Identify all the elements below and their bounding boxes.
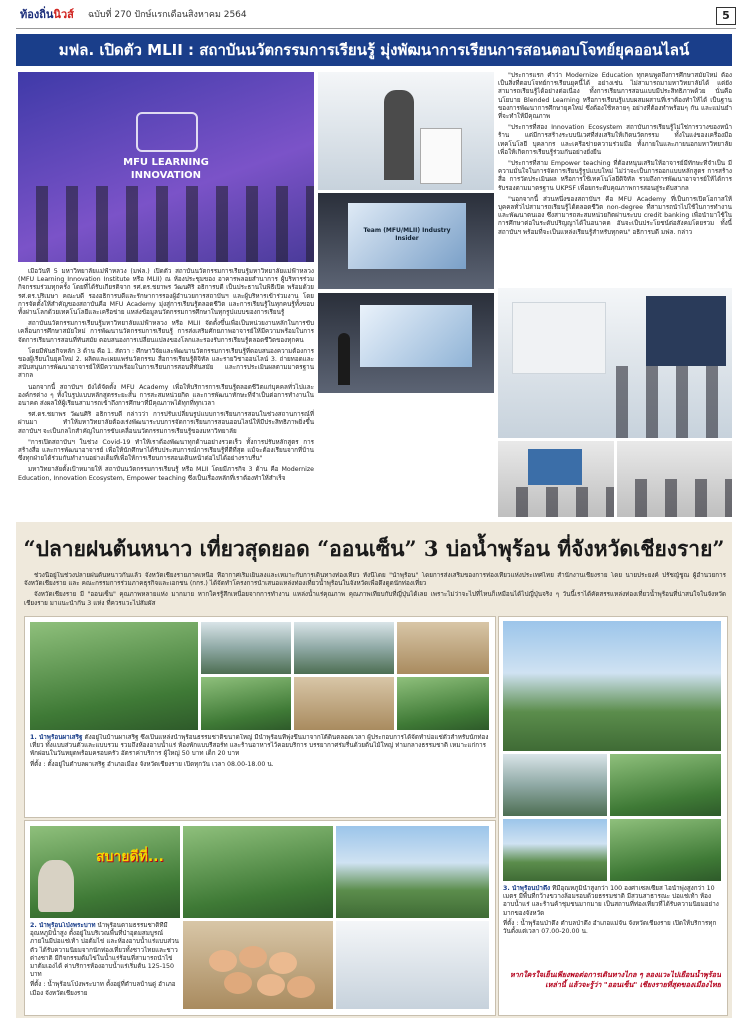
pong-phrabat-pool-photo xyxy=(183,826,333,918)
group-of-executives xyxy=(18,186,314,262)
article1-body-left xyxy=(18,268,314,518)
mlii-opening-photo xyxy=(18,72,314,262)
spot1-address: ที่ตั้ง : ตั้งอยู่ในตำบลผาเสริฐ อำเภอเมือง จังหวัดเชียงราย เปิดทุกวัน เวลา 08.00-18.00 น. xyxy=(30,760,274,768)
closing-remark: หากใครใจเย็นเพียงพอต่อการเดินทางไกล ๆ ลองแวะไปเยือนน้ำพุร้อนเหล่านี้ แล้วจะรู้ว่า "ออนเซ็น" เชียงรายที่สุดของเมืองไทย xyxy=(510,970,721,989)
innovation-lab-photo xyxy=(498,288,732,438)
pa-tueng-pond-photo xyxy=(503,754,607,816)
article2-headline: “ปลายฝนต้นหนาว เที่ยวสุดยอด “ออนเซ็น” 3 บ่อน้ำพุร้อน ที่จังหวัดเชียงราย” xyxy=(23,536,725,561)
paragraph: นอกจากนี้ สถาบันฯ ยังได้จัดตั้ง MFU Academy เพื่อให้บริการการเรียนรู้ตลอดชีวิตแก่บุคคลทั่วไปและองค์กรต่าง ๆ ทั้งในรูปแบบหลักสูตรระยะสั้น การสะสมหน่วยกิต และการพัฒนาทักษะที่จำเป็นต่อการทำงานในอนาคต ส่งผลให้ผู้เรียนสามารถเข้าถึงการศึกษาที่มีคุณภาพได้ทุกที่ทุกเวลา xyxy=(18,383,314,408)
screen-text: Team (MFU/MLII) Industry Insider xyxy=(363,227,451,242)
paragraph: รศ.ดร.ชยาพร วัฒนศิริ อธิการบดี กล่าวว่า การปรับเปลี่ยนรูปแบบการเรียนการสอนในช่วงสถานการณ์ที่ผ่านมา ทำให้มหาวิทยาลัยต้องเร่งพัฒนาระบบการจัดการเรียนการสอนออนไลน์ให้มีประสิทธิภาพยิ่งขึ้น สถาบันฯ จะเป็นกลไกสำคัญในการขับเคลื่อนนวัตกรรมการเรียนรู้ของมหาวิทยาลัย xyxy=(18,411,314,435)
pa-tueng-park-photo xyxy=(503,819,607,881)
paragraph: "ประการที่สาม Empower teaching ที่ต้องหนุนเสริมให้อาจารย์มีทักษะที่จำเป็น มีความมั่นใจในการจัดการเรียนรู้รูปแบบใหม่ ไม่ว่าจะเป็นการออกแบบหลักสูตร การสร้างสื่อ การวัดประเมินผล หรือการใช้เทคโนโลยีดิจิทัล รวมถึงการพัฒนาอาจารย์ให้ได้การรับรองตามมาตรฐาน UKPSF เพื่อยกระดับคุณภาพการสอนสู่ระดับสากล xyxy=(498,160,732,192)
paragraph: จังหวัดเชียงราย มี "ออนเซ็น" คุณภาพหลายแห่ง มากมาย หากใครรู้สึกเหนื่อยจากการทำงาน แหล่งน้ำแร่คุณภาพ คุณภาพเทียบกับที่ญี่ปุ่นได้เลย เพราะไม่ว่าจะไปที่ไหนก็เหมือนได้ไปญี่ปุ่นจริง ๆ วันนี้เราได้คัดสรรแหล่งท่องเที่ยวน้ำพุร้อนที่น่าสนใจในจังหวัดเชียงราย มาแนะนำกัน 3 แห่ง ที่ควรแวะไปสัมผัส xyxy=(24,591,726,607)
stage-screen xyxy=(360,305,472,367)
photo-stamp-text: สบายดีที่... xyxy=(96,849,164,865)
spot2-text: น้ำพุร้อนตามธรรมชาติที่มีอุณหภูมิน้ำสูง ตั้งอยู่ในบริเวณพื้นที่ป่าอุดมสมบูรณ์ ภายในมีบ่อแช่เท้า บ่อต้มไข่ และห้องอาบน้ำแร่แบบส่วนตัว ได้รับความนิยมจากนักท่องเที่ยวทั้งชาวไทยและชาวต่างชาติ มีกิจกรรมต้มไข่ในน้ำแร่ร้อนที่สามารถนำไข่มาต้มเองได้ ค่าบริการห้องอาบน้ำแร่เริ่มต้น 125-150 บาท xyxy=(30,922,179,979)
article1-headline: มฟล. เปิดตัว MLII : สถาบันนวัตกรรมการเรียนรู้ มุ่งพัฒนาการเรียนการสอนตอบโจทย์ยุคออนไลน์ xyxy=(16,34,732,66)
pa-tueng-geyser-photo xyxy=(503,621,721,751)
mlii-sign-text: MFU LEARNING INNOVATION xyxy=(123,157,209,181)
article2-intro xyxy=(24,572,726,612)
touchscreen-demo-photo xyxy=(498,441,614,517)
presenter-stage-photo xyxy=(318,293,494,393)
presentation-screen-photo xyxy=(318,193,494,289)
pha-soet-path-photo xyxy=(201,677,291,730)
dinosaur-statue xyxy=(38,860,74,912)
spot3-caption xyxy=(503,885,721,967)
spot3-title: 3. น้ำพุร้อนป่าตึง xyxy=(503,885,551,892)
pha-soet-pond-photo xyxy=(294,677,394,730)
logo-main-text: ท้องถิ่น xyxy=(20,8,54,21)
pha-soet-bath-photo xyxy=(397,622,489,674)
presenter-figure xyxy=(338,333,350,385)
paragraph: "นอกจากนี้ ส่วนหนึ่งของสถาบันฯ คือ MFU Academy ที่เป็นการเปิดโอกาสให้บุคคลทั่วไปสามารถเรียนรู้ได้ตลอดชีวิต non-degree ที่สามารถนำไปใช้ในการทำงาน และพัฒนาตนเอง ซึ่งสามารถสะสมหน่วยกิตผ่านระบบ credit banking เพื่อนำมาใช้ในการศึกษาต่อในระดับปริญญาได้ในอนาคต อันจะเป็นประโยชน์ต่อสังคมโดยรวม ทั้งนี้ สถาบันฯ พร้อมที่จะเป็นแหล่งเรียนรู้สำหรับทุกคน" อธิการบดี มฟล. กล่าว xyxy=(498,195,732,236)
pha-soet-shop-photo xyxy=(397,677,489,730)
demo-visitors xyxy=(498,487,614,517)
egg-basket-icon xyxy=(183,921,333,1009)
studio-tour-photo xyxy=(617,441,732,517)
spot3-text: ที่มีอุณหภูมิน้ำสูงกว่า 100 องศาเซลเซียส ไอน้ำพุ่งสูงกว่า 10 เมตร มีพื้นที่กว้างขวางล้อมรอบด้วยธรรมชาติ มีสวนสาธารณะ บ่อแช่เท้า ห้องอาบน้ำแร่ และร้านค้าชุมชนมากมาย เป็นสถานที่ท่องเที่ยวที่ได้รับความนิยมอย่างมากของจังหวัด xyxy=(503,885,719,917)
paragraph: "ประการแรก คำว่า Modernize Education ทุกคนพูดถึงการศึกษาสมัยใหม่ ต้องเป็นสิ่งที่ตอบโจทย์การเรียนยุคนี้ได้ อย่างเช่น ไม่สามารถมามหาวิทยาลัยได้ แต่ยังสามารถเรียนรู้ได้อย่างต่อเนื่อง ทั้งการเรียนการสอนแบบมีประสิทธิภาพด้วย นั่นคือนโยบาย Blended Learning หรือการเรียนรู้แบบผสมผสานที่เราต้องทำให้ได้ เป็นฐานของการพัฒนาการศึกษายุคใหม่ ซึ่งต้องใช้หลายๆ อย่างที่ต้องทำพร้อมๆ กัน และแม่นยำที่จะทำให้มีคุณภาพ xyxy=(498,72,732,121)
tour-group xyxy=(617,479,732,517)
masthead xyxy=(16,4,736,29)
pa-tueng-visitors-photo xyxy=(610,819,721,881)
issue-line: ฉบับที่ 270 ปักษ์แรกเดือนสิงหาคม 2564 xyxy=(88,10,247,20)
lab-visitors xyxy=(598,366,718,438)
paragraph: โดยมีพันธกิจหลัก 3 ด้าน คือ 1. สัตวา : ศึกษาวิจัยและพัฒนานวัตกรรมการเรียนรู้ที่ตอบสนองความต้องการของผู้เรียนในยุคใหม่ 2. ผลิตและเผยแพร่นวัตกรรม สื่อการเรียนรู้ดิจิทัล และรายวิชาออนไลน์ 3. ถ่ายทอดและสนับสนุนการพัฒนาอาจารย์ให้มีความพร้อมในการเรียนการสอนที่ทันสมัย และการประเมินผลตามมาตรฐานสากล xyxy=(18,347,314,380)
paragraph: "การเปิดสถาบันฯ ในช่วง Covid-19 ทำให้เราต้องพัฒนาทุกด้านอย่างรวดเร็ว ทั้งการปรับหลักสูตร การสร้างสื่อ และการพัฒนาอาจารย์ เพื่อให้นักศึกษาได้รับประสบการณ์การเรียนรู้ที่ดีที่สุด แม้จะต้องเรียนจากที่บ้าน ซึ่งทุกฝ่ายได้ร่วมกันทำงานอย่างเต็มที่เพื่อให้การเรียนการสอนเดินหน้าต่อไปได้อย่างราบรื่น" xyxy=(18,438,314,463)
page-number: 5 xyxy=(716,7,736,25)
spot2-title: 2. น้ำพุร้อนโป่งพระบาท xyxy=(30,922,96,929)
projection-screen xyxy=(348,203,466,269)
thought-poster xyxy=(646,296,726,366)
paragraph: มหาวิทยาลัยตั้งเป้าหมายให้ สถาบันนวัตกรรมการเรียนรู้ หรือ MLII โดยมีภารกิจ 3 ด้าน คือ Modernize Education, Innovation Ecosystem, Empower teaching ซึ่งเป็นเรื่องหลักที่เราต้องทำให้สำเร็จ xyxy=(18,466,314,482)
spa-room-photo xyxy=(336,921,489,1009)
icon-wall xyxy=(512,302,606,374)
spot3-address: ที่ตั้ง : น้ำพุร้อนป่าตึง ตำบลป่าตึง อำเภอแม่จัน จังหวัดเชียงราย เปิดให้บริการทุกวันตั้งแต่เวลา 07.00-20.00 น. xyxy=(503,919,717,936)
spot2-address: ที่ตั้ง : น้ำพุร้อนโป่งพระบาท ตั้งอยู่ที่ตำบลบ้านดู่ อำเภอเมือง จังหวัดเชียงราย xyxy=(30,981,176,997)
spot1-title: 1. น้ำพุร้อนผาเสริฐ xyxy=(30,734,83,741)
speaker-figure xyxy=(384,90,414,180)
pa-tueng-footbath-photo xyxy=(610,754,721,816)
spot1-caption xyxy=(30,734,490,812)
spot2-caption xyxy=(30,922,180,1012)
pha-soet-steam-photo xyxy=(201,622,291,674)
podium-icon xyxy=(420,128,462,184)
logo-sub-text: นิวส์ xyxy=(53,8,74,21)
paragraph: ช่วงนี้อยู่ในช่วงปลายฝนต้นหนาวกันแล้ว จังหวัดเชียงรายภาคเหนือ ที่อากาศเริ่มเย็นลงและเหมาะกับการเดินทางท่องเที่ยว ทั้งนี้โดย "น้ำพุร้อน" โดยการส่งเสริมของการท่องเที่ยวแห่งประเทศไทย สำนักงานเชียงราย โดย นายประยงค์ ปรัชญ์ชูณ ผู้อำนวยการจังหวัดเชียงราย และ คณะกรรมการร่วมภาคธุรกิจและเอกชน (กกร.) ได้จัดทำโครงการนำเสนอแหล่งท่องเที่ยวน้ำพุร้อนในจังหวัดเพื่อดึงดูดนักท่องเที่ยว xyxy=(24,572,726,588)
spot1-text: ตั้งอยู่ในบ้านผาเสริฐ ซึ่งเป็นแหล่งน้ำพุร้อนธรรมชาติขนาดใหญ่ มีน้ำพุร้อนที่พุ่งขึ้นมาจากใต้ดินตลอดเวลา ผู้ประกอบการได้จัดทำบ่อแช่ตัวสำหรับนักท่องเที่ยว ทั้งแบบส่วนตัวและแบบรวม รวมถึงห้องอาบน้ำแร่ ห้องพักแบบรีสอร์ท และร้านอาหารไว้คอยบริการ บรรยากาศร่มรื่นด้วยต้นไม้ใหญ่ ท่ามกลางธรรมชาติ เหมาะแก่การพักผ่อนในวันหยุดพร้อมครอบครัว อัตราค่าบริการ ผู้ใหญ่ 50 บาท เด็ก 20 บาท xyxy=(30,734,489,758)
paragraph: สถาบันนวัตกรรมการเรียนรู้มหาวิทยาลัยแม่ฟ้าหลวง หรือ MLII จัดตั้งขึ้นเพื่อเป็นหน่วยงานหลักในการขับเคลื่อนการศึกษาสมัยใหม่ การพัฒนานวัตกรรมการเรียนรู้ การส่งเสริมศักยภาพอาจารย์ให้มีความพร้อมในการจัดการเรียนการสอนที่ทันสมัย ตอบสนองการเปลี่ยนแปลงของโลกและรองรับการเรียนรู้ตลอดชีวิตของทุกคน xyxy=(18,320,314,344)
newspaper-logo xyxy=(16,6,78,24)
paragraph: "ประการที่สอง Innovation Ecosystem สถาบันการเรียนรู้ไม่ใช่การวางของหน้าร้าน แต่มีการสร้างระบบนิเวศที่ส่งเสริมให้เกิดนวัตกรรม ทั้งในแง่ของเครื่องมือ เทคโนโลยี บุคลากร และเครือข่ายความร่วมมือ ทั้งภายในและภายนอกมหาวิทยาลัย เพื่อให้เกิดการเรียนรู้ร่วมกันอย่างยั่งยืน xyxy=(498,124,732,156)
speaker-podium-photo xyxy=(318,72,494,190)
pong-phrabat-entrance-photo xyxy=(30,826,180,918)
article1-body-right xyxy=(498,72,732,284)
touchscreen-icon xyxy=(528,449,582,485)
pong-phrabat-pavilion-photo xyxy=(336,826,489,918)
boiled-eggs-photo xyxy=(183,921,333,1009)
pha-soet-pool-photo xyxy=(294,622,394,674)
mlii-logo-icon xyxy=(136,112,198,152)
paragraph: เมื่อวันที่ 5 มหาวิทยาลัยแม่ฟ้าหลวง (มฟล.) เปิดตัว สถาบันนวัตกรรมการเรียนรู้มหาวิทยาลัยแม่ฟ้าหลวง (MFU Learning Innovation Institute หรือ MLII) ณ ห้องประชุมของ อาคารพลอยสำนาการ ผู้บริหารร่วมกิจกรรมร่วมทุกครั้ง โดยที่ได้รับเกียรติจาก รศ.ดร.ชยาพร วัฒนศิริ อธิการบดี เป็นประธานในพิธีเปิด พร้อมด้วย รศ.ดร.ปริเมษา คณะบดี รองอธิการบดีและรักษาการรองผู้อำนวยการสถาบันฯ และผู้บริหารเข้าร่วมงาน โดยการจัดตั้งให้สำคัญของสถาบันคือ MFU Academy มุ่งสู่การเรียนรู้ตลอดชีวิต และการเรียนรู้ในทุกคนรู้ทั้งขอบทั้งผ่านโลกด้วยเทคโนโลยีและเครือข่าย แหล่งข้อมูลนวัตกรรมการศึกษาในทุกรูปแบบของการเรียนรู้ xyxy=(18,268,314,317)
pha-soet-garden-photo xyxy=(30,622,198,730)
